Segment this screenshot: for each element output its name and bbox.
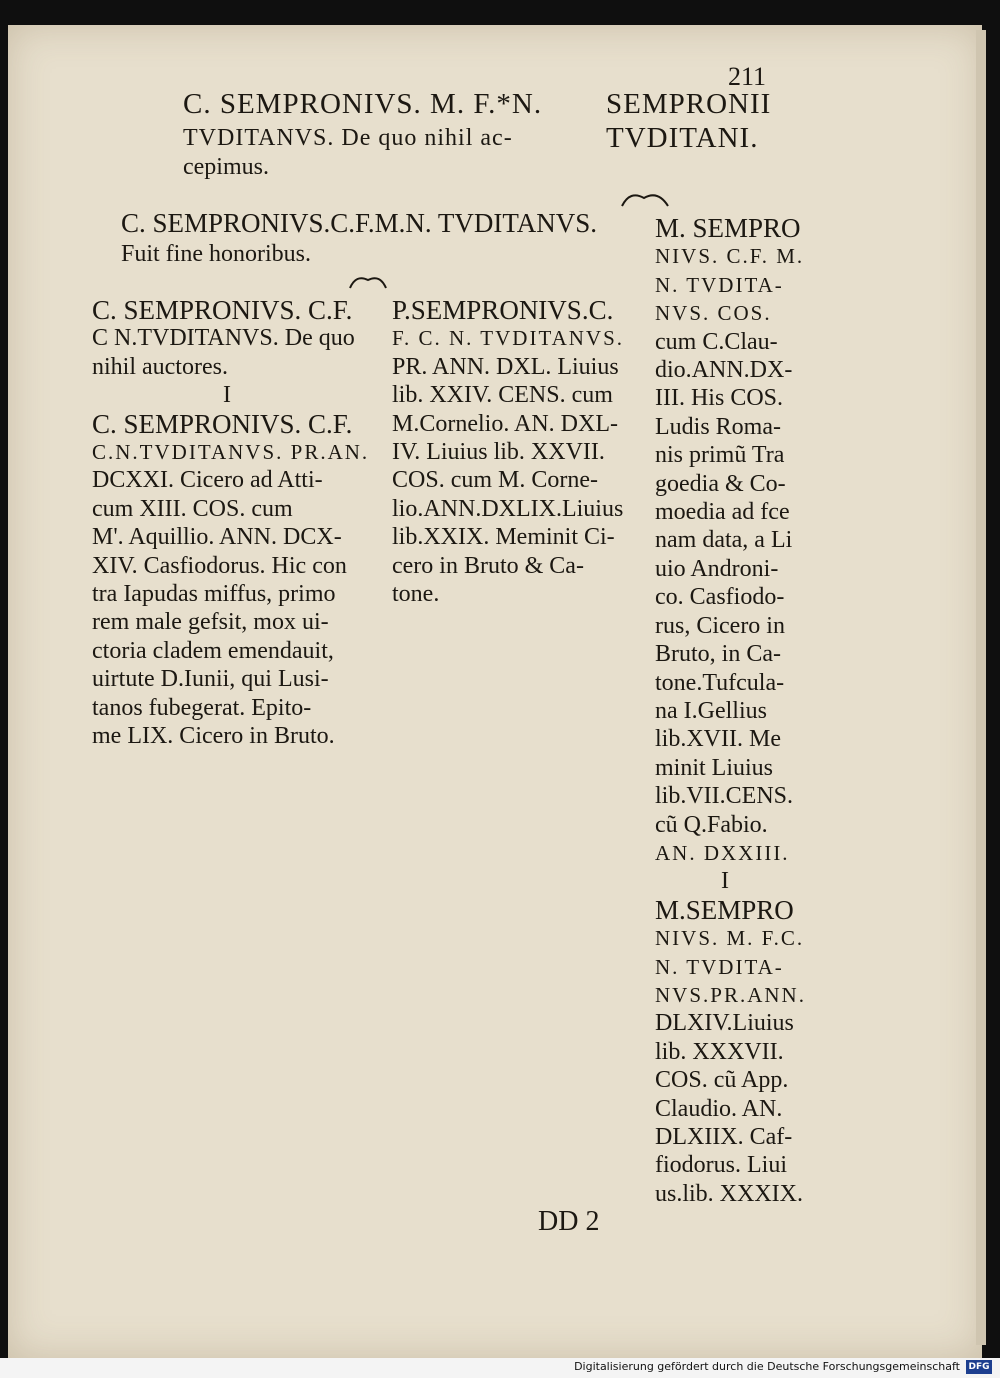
col3-line: uio Androni- <box>655 555 779 582</box>
col3-line: cum C.Clau- <box>655 328 778 355</box>
col1-line: C. SEMPRONIVS. C.F. <box>92 295 353 325</box>
col2-line: PR. ANN. DXL. Liuius <box>392 353 619 380</box>
col3-line: goedia & Co- <box>655 470 786 497</box>
page-edge <box>976 30 986 1345</box>
col2-line: tone. <box>392 581 440 608</box>
col3-line: III. His COS. <box>655 385 784 412</box>
col3-line: fiodorus. Liui <box>655 1152 787 1179</box>
footer-credit: Digitalisierung gefördert durch die Deutsche Forschungsgemeinschaft <box>574 1360 960 1373</box>
col1-line: DCXXI. Cicero ad Atti- <box>92 467 323 494</box>
col3-line: Bruto, in Ca- <box>655 641 781 668</box>
column-2 <box>392 296 624 608</box>
page-number: 211 <box>728 62 767 91</box>
genealogy-bracket-middle <box>348 272 388 290</box>
col3-line: tone.Tufcula- <box>655 669 785 696</box>
col3-line: NVS.PR.ANN. <box>655 982 806 1007</box>
col1-line: me LIX. Cicero in Bruto. <box>92 723 335 750</box>
col3-line: M.SEMPRO <box>655 894 794 925</box>
col3-line: minit Liuius <box>655 754 774 781</box>
section-line: Fuit fine honoribus. <box>121 241 311 267</box>
col2-line: M.Cornelio. AN. DXL- <box>392 410 618 437</box>
col2-line: F. C. N. TVDITANVS. <box>392 326 625 351</box>
col2-line: lib. XXIV. CENS. cum <box>392 382 613 409</box>
heading-right-line-1: SEMPRONII <box>606 88 772 120</box>
col3-line: co. Casfiodo- <box>655 584 785 611</box>
genealogy-bracket-top <box>620 188 670 208</box>
col3-line: DLXIV.Liuius <box>655 1010 794 1037</box>
col3-line: dio.ANN.DX- <box>655 357 793 384</box>
col1-line: C N.TVDITANVS. De quo <box>92 325 355 352</box>
col3-line: NIVS. C.F. M. <box>655 244 805 269</box>
col3-line: N. TVDITA- <box>655 272 784 297</box>
col3-line: moedia ad fce <box>655 499 790 526</box>
signature-mark: DD 2 <box>538 1206 600 1237</box>
col3-line: AN. DXXIII. <box>655 840 790 865</box>
col1-line: tanos fubegerat. Epito- <box>92 694 312 721</box>
col1-line: I <box>223 382 231 409</box>
col3-line: cũ Q.Fabio. <box>655 811 768 838</box>
col3-line: NVS. COS. <box>655 301 772 326</box>
heading-right-line-2: TVDITANI. <box>606 122 759 154</box>
col3-line: I <box>721 868 729 895</box>
col3-line: Ludis Roma- <box>655 413 781 440</box>
dfg-logo-icon: DFG <box>966 1360 992 1374</box>
col2-line: cero in Bruto & Ca- <box>392 552 584 579</box>
heading-left-line-2: TVDITANVS. De quo nihil ac- <box>183 125 513 151</box>
col3-line: Claudio. AN. <box>655 1095 783 1122</box>
column-3 <box>655 214 806 1208</box>
col3-line: rus, Cicero in <box>655 612 785 639</box>
col1-line: ctoria cladem emendauit, <box>92 637 334 664</box>
col2-line: COS. cum M. Corne- <box>392 467 598 494</box>
col2-line: lib.XXIX. Meminit Ci- <box>392 524 615 551</box>
col3-line: NIVS. M. F.C. <box>655 926 805 951</box>
col1-line: C.N.TVDITANVS. PR.AN. <box>92 440 370 465</box>
col3-line: DLXIIX. Caf- <box>655 1124 793 1150</box>
heading-left-line-3: cepimus. <box>183 154 269 180</box>
col3-line: nam data, a Li <box>655 527 793 554</box>
col3-line: nis primũ Tra <box>655 442 785 469</box>
col2-line: P.SEMPRONIVS.C. <box>392 295 614 325</box>
heading-left-line-1: C. SEMPRONIVS. M. F.*N. <box>183 88 543 120</box>
col1-line: uirtute D.Iunii, qui Lusi- <box>92 666 329 693</box>
col3-line: us.lib. XXXIX. <box>655 1180 803 1207</box>
col1-line: cum XIII. COS. cum <box>92 495 293 522</box>
col3-line: COS. cũ App. <box>655 1067 789 1094</box>
section-heading: C. SEMPRONIVS.C.F.M.N. TVDITANVS. <box>121 208 598 238</box>
col2-line: lio.ANN.DXLIX.Liuius <box>392 495 624 522</box>
col3-line: na I.Gellius <box>655 697 767 724</box>
column-1 <box>92 296 369 751</box>
col3-line: lib.VII.CENS. <box>655 783 793 810</box>
col1-line: tra Iapudas miffus, primo <box>92 581 336 608</box>
col3-line: N. TVDITA- <box>655 954 784 979</box>
col3-line: M. SEMPRO <box>655 213 801 243</box>
col1-line: rem male gefsit, mox ui- <box>92 609 329 636</box>
col1-line: C. SEMPRONIVS. C.F. <box>92 408 353 439</box>
col3-line: lib. XXXVII. <box>655 1038 784 1065</box>
col1-line: M'. Aquillio. ANN. DCX- <box>92 524 342 551</box>
footer-bar <box>0 1358 1000 1378</box>
col3-line: lib.XVII. Me <box>655 726 781 753</box>
col2-line: IV. Liuius lib. XXVII. <box>392 439 605 466</box>
col1-line: XIV. Casfiodorus. Hic con <box>92 552 347 579</box>
col1-line: nihil auctores. <box>92 353 228 380</box>
